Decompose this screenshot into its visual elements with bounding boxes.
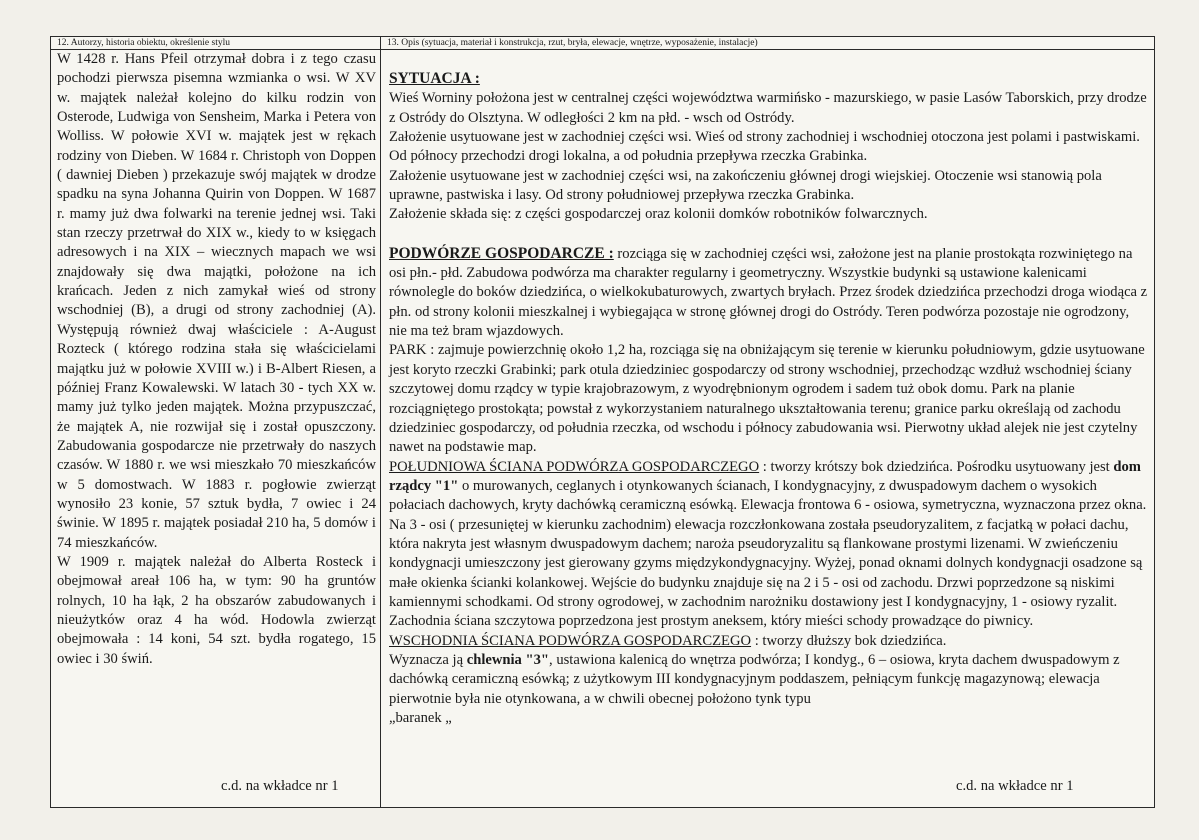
poludniowa-text-a: : tworzy krótszy bok dziedzińca. Pośrodku usytuowany jest xyxy=(759,458,1114,475)
description-column xyxy=(381,37,1154,807)
sytuacja-paragraph-4: Założenie składa się: z części gospodarczej oraz kolonii domków robotników folwarcznych. xyxy=(389,206,928,223)
history-paragraph-1: W 1428 r. Hans Pfeil otrzymał dobra i z tego czasu pochodzi pierwsza pisemna wzmianka o wsi. W XV w. majątek należał kolejno do kilku rodzin von Osterode, Ludwiga von Sensheim, Marka i Petera von Wolliss. W połowie XVI w. majątek jest w rękach rodziny von Dieben. W 1684 r. Christoph von Doppen ( dawniej Dieben ) przekazuje swój majątek w drodze spadku na syna Johanna Quirin von Doppen. W 1687 r. mamy już dwa folwarki na terenie jednej wsi. Taki stan rzeczy przetrwał do XIX w., kiedy to w księgach adresowych i na XIX – wiecznych mapach we wsi znajdowały się dwa majątki, położone na ich krańcach. Jeden z nich zamykał wieś od strony wschodniej (B), a drugi od strony zachodniej (A). Występują również dwaj właściciele : A-August Rozteck ( którego rodzina stała się właścicielami majątku już w połowie XVIII w.) i B-Albert Riesen, a później Franz Kowalewski. W latach 30 - tych XX w. mamy już tylko jeden majątek. Można przypuszczać, że majątek A, nie rozwijał się i został opuszczony. Zabudowania gospodarcze nie przetrwały do naszych czasów. W 1880 r. we wsi mieszkało 70 mieszkańców w 5 domostwach. W 1883 r. pogłowie zwierząt wynosiło 23 konie, 57 sztuk bydła, 7 owiec i 24 świnie. W 1895 r. majątek posiadał 210 ha, 5 domów i 74 mieszkańców. xyxy=(57,51,376,551)
wschodnia-last-line: „baranek „ xyxy=(389,710,452,726)
history-text xyxy=(51,50,380,669)
section-title-poludniowa: POŁUDNIOWA ŚCIANA PODWÓRZA GOSPODARCZEGO xyxy=(389,458,760,475)
wschodnia-text-a: : tworzy dłuższy bok dziedzińca. xyxy=(751,632,947,649)
history-paragraph-2: W 1909 r. majątek należał do Alberta Rosteck i obejmował areał 106 ha, w tym: 90 ha gruntów rolnych, 10 ha łąk, 2 ha obszarów zabudowanych i nieużytków oraz 4 ha wód. Hodowla zwierząt obejmowała : 14 koni, 54 szt. bydła rogatego, 15 owiec i 30 świń. xyxy=(57,553,376,667)
wschodnia-text-b: Wyznacza ją xyxy=(389,651,467,668)
section-title-sytuacja: SYTUACJA : xyxy=(389,70,480,87)
description-text xyxy=(381,50,1154,728)
sytuacja-paragraph-2: Założenie usytuowane jest w zachodniej części wsi. Wieś od strony zachodniej i wschodniej otoczona jest polami i pastwiskami. Od północy przechodzi drogi lokalna, a od południa przepływa rzeczka Grabinka. xyxy=(389,129,1140,165)
chlewnia-label: chlewnia "3" xyxy=(466,651,550,668)
dom-rzadcy-label: dom rządcy "1" xyxy=(389,458,1141,494)
history-column-header: 12. Autorzy, historia obiektu, określenie stylu xyxy=(51,37,380,50)
poludniowa-text-b: o murowanych, ceglanych i otynkowanych ścianach, I kondygnacyjny, z dwuspadowym dachem o wysokich połaciach dachowych, kryty dachówką ceramiczną esówką. Elewacja frontowa 6 - osiowa, symetryczna, wyznaczona przez okna. Na 3 - osi ( przesuniętej w kierunku zachodnim) elewacja rozczłonkowana została pseudoryzalitem, z facjatką w połaci dachu, która nakryta jest własnym dwuspadowym dachem; naroża pseudoryzalitu są flankowane prostymi lizenami. W zwieńczeniu kondygnacji umieszczony jest gierowany gzyms międzykondygnacyjny. Wyżej, ponad oknami dolnych kondygnacji osadzone są małe okienka ścianki kolankowej. Wejście do budynku znajduje się na 2 i 5 - osi od zachodu. Drzwi poprzedzone są niskimi kamiennymi schodkami. Od strony ogrodowej, w zachodnim narożniku dostawiony jest I kondygnacyjny, 1 - osiowy ryzalit. Zachodnia ściana szczytowa poprzedzona jest prostym aneksem, który mieści schody prowadzące do piwnicy. xyxy=(389,477,1147,630)
sytuacja-paragraph-3: Założenie usytuowane jest w zachodniej części wsi, na zakończeniu głównej drogi wiejskiej. Otoczenie wsi stanowią pola uprawne, pastwiska i lasy. Od strony południowej przepływa rzeczka Grabinka. xyxy=(389,167,1102,204)
park-paragraph: PARK : zajmuje powierzchnię około 1,2 ha, rozciąga się na obniżającym się terenie w kierunku południowym, gdzie usytuowane jest koryto rzeczki Grabinki; park otula dziedziniec gospodarczy od strony wschodniej, przechodząc wzdłuż wschodniej ściany szczytowej domu rządcy w typie krajobrazowym, z wyodrębnionym ogrodem i sadem tuż obok domu. Park na planie rozciągniętego prostokąta; powstał z wykorzystaniem naturalnego ukształtowania terenu; granice parku określają od zachodu dziedziniec gospodarczy, od południa rzeczka, od wschodu i północy zabudowania wsi. Pierwotny układ alejek nie jest czytelny nawet na podstawie map. xyxy=(389,342,1145,456)
sytuacja-paragraph-1: Wieś Worniny położona jest w centralnej części województwa warmińsko - mazurskiego, w pasie Lasów Taborskich, przy drodze z Ostródy do Olsztyna. W odległości 2 km na płd. - wsch od Ostródy. xyxy=(389,90,1147,126)
history-column xyxy=(51,37,381,807)
podworze-text: rozciąga się w zachodniej części wsi, założone jest na planie prostokąta rozwiniętego na osi płn.- płd. Zabudowa podwórza ma charakter regularny i geometryczny. Wszystkie budynki są ustawione kalenicami równolegle do boków dziedzińca, o wielkokubaturowych, zwartych bryłach. Przez środek dziedzińca przechodzi droga wiodąca z płn. od strony kolonii mieszkalnej i wybiegająca w stronę głównej drogi do Ostródy. Teren podwórza pozostaje nie ogrodzony, nie ma też bram wjazdowych. xyxy=(389,245,1148,340)
section-title-wschodnia: WSCHODNIA ŚCIANA PODWÓRZA GOSPODARCZEGO xyxy=(389,632,752,649)
section-title-podworze: PODWÓRZE GOSPODARCZE : xyxy=(389,244,614,262)
wschodnia-text-c: , ustawiona kalenicą do wnętrza podwórza; I kondyg., 6 – osiowa, kryta dachem dwuspadowym z dachówką ceramiczną esówką; z użytkowym III kondygnacyjnym poddaszem, pełniącym funkcję magazynową; elewacja pierwotnie była nie otynkowana, a w chwili obecnej położono tynk typu xyxy=(389,651,1120,707)
continued-note-right: c.d. na wkładce nr 1 xyxy=(956,778,1074,794)
continued-note-left: c.d. na wkładce nr 1 xyxy=(221,778,339,794)
description-column-header: 13. Opis (sytuacja, materiał i konstrukcja, rzut, bryła, elewacje, wnętrze, wyposażenie, instalacje) xyxy=(381,37,1154,50)
record-card xyxy=(50,36,1155,808)
